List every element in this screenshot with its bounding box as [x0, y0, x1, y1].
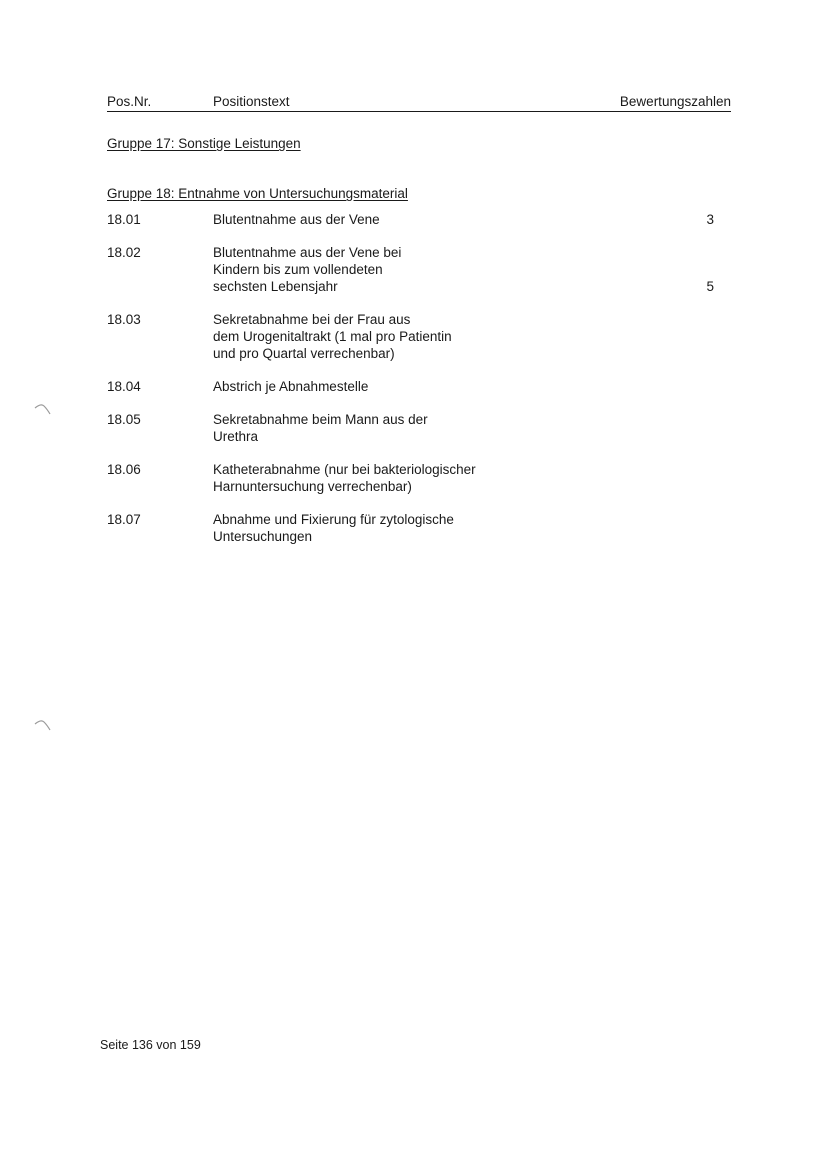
entry-18-06: [107, 461, 717, 495]
entry-18-07: [107, 511, 717, 545]
header-position-text: Positionstext: [213, 94, 290, 109]
entry-description: [213, 411, 513, 445]
table-header: [107, 93, 731, 112]
entry-score: 5: [706, 279, 714, 294]
entry-description: [213, 244, 513, 295]
entry-18-04: [107, 378, 717, 395]
entry-description: [213, 211, 513, 228]
punch-hole-mark: [34, 718, 52, 732]
entry-list: [107, 211, 717, 561]
entry-line: Kindern bis zum vollendeten: [213, 262, 383, 277]
entry-line: Harnuntersuchung verrechenbar): [213, 479, 412, 494]
header-pos-nr: Pos.Nr.: [107, 94, 152, 109]
entry-number: 18.02: [107, 245, 141, 260]
entry-18-01: [107, 211, 717, 228]
entry-line: Urethra: [213, 429, 259, 444]
group-18-title: Gruppe 18: Entnahme von Untersuchungsmaterial: [107, 186, 408, 201]
entry-number: 18.03: [107, 312, 141, 327]
entry-number: 18.01: [107, 212, 141, 227]
entry-line: Abnahme und Fixierung für zytologische: [213, 512, 454, 527]
entry-number: 18.04: [107, 379, 141, 394]
entry-number: 18.05: [107, 412, 141, 427]
entry-line: Untersuchungen: [213, 529, 313, 544]
entry-line: Abstrich je Abnahmestelle: [213, 379, 369, 394]
entry-description: [213, 461, 513, 495]
page-number: Seite 136 von 159: [100, 1038, 201, 1052]
entry-line: Katheterabnahme (nur bei bakteriologischer: [213, 462, 476, 477]
group-17-title: Gruppe 17: Sonstige Leistungen: [107, 136, 301, 151]
entry-line: dem Urogenitaltrakt (1 mal pro Patientin: [213, 329, 452, 344]
entry-number: 18.06: [107, 462, 141, 477]
entry-line: Blutentnahme aus der Vene: [213, 212, 380, 227]
punch-hole-mark: [34, 402, 52, 416]
entry-description: [213, 311, 513, 362]
entry-line: Blutentnahme aus der Vene bei: [213, 245, 402, 260]
entry-18-05: [107, 411, 717, 445]
entry-line: Sekretabnahme bei der Frau aus: [213, 312, 411, 327]
entry-score: 3: [706, 212, 714, 227]
entry-number: 18.07: [107, 512, 141, 527]
entry-line: und pro Quartal verrechenbar): [213, 346, 395, 361]
header-score: Bewertungszahlen: [619, 94, 731, 109]
entry-line: sechsten Lebensjahr: [213, 279, 338, 294]
entry-description: [213, 378, 513, 395]
entry-description: [213, 511, 513, 545]
entry-18-03: [107, 311, 717, 362]
entry-line: Sekretabnahme beim Mann aus der: [213, 412, 428, 427]
entry-18-02: [107, 244, 717, 295]
